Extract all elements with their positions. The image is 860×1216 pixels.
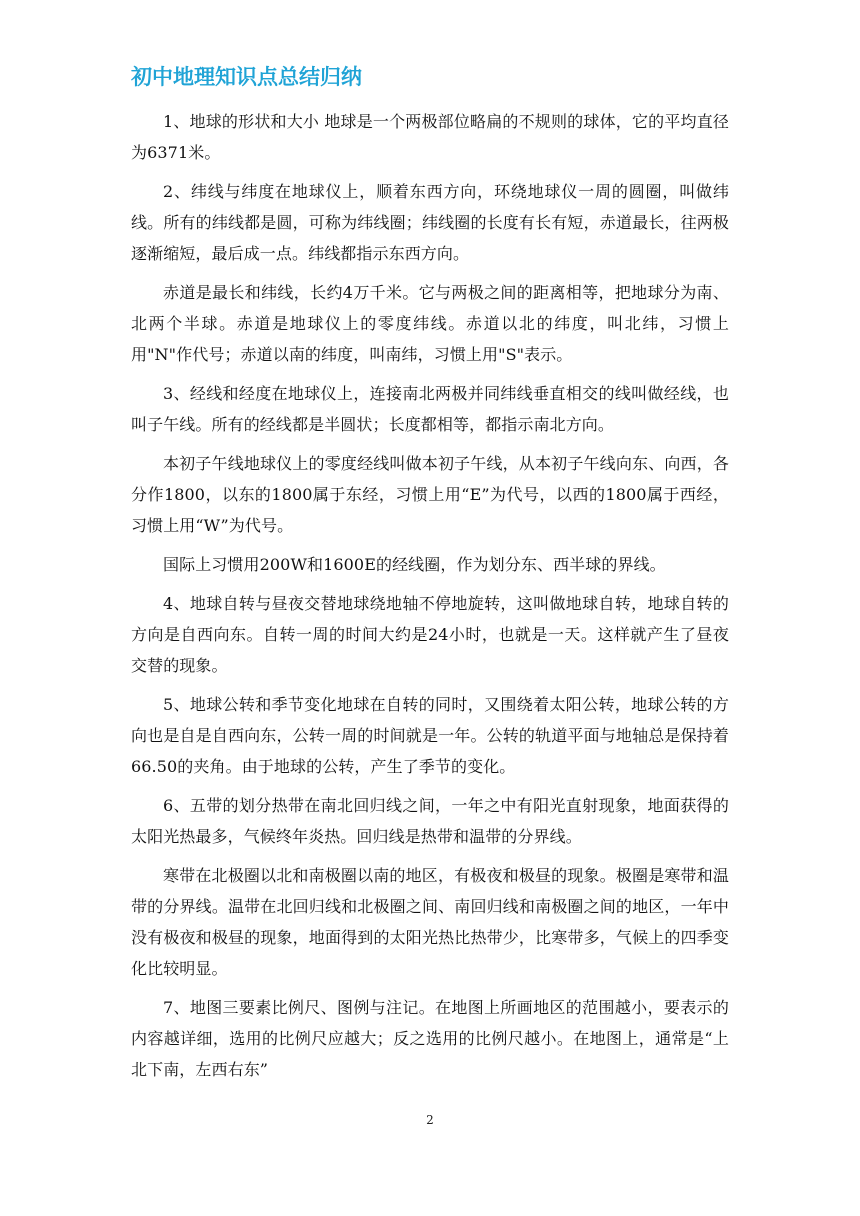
paragraph-6: 国际上习惯用200W和1600E的经线圈，作为划分东、西半球的界线。 xyxy=(163,555,666,574)
paragraph-2: 2、纬线与纬度在地球仪上，顺着东西方向，环绕地球仪一周的圆圈，叫做纬线。所有的纬线都是圆，可称为纬线圈；纬线圈的长度有长有短，赤道最长，往两极逐渐缩短，最后成一点。纬线都指示东西方向。 xyxy=(131,182,729,263)
paragraph-1: 1、地球的形状和大小 地球是一个两极部位略扁的不规则的球体，它的平均直径为6371米。 xyxy=(131,112,729,162)
paragraph-9: 6、五带的划分热带在南北回归线之间，一年之中有阳光直射现象，地面获得的太阳光热最多，气候终年炎热。回归线是热带和温带的分界线。 xyxy=(131,796,729,846)
paragraph-5: 本初子午线地球仪上的零度经线叫做本初子午线，从本初子午线向东、向西，各分作1800，以东的1800属于东经，习惯上用“E”为代号，以西的1800属于西经，习惯上用“W”为代号。 xyxy=(131,454,729,535)
paragraph-11: 7、地图三要素比例尺、图例与注记。在地图上所画地区的范围越小，要表示的内容越详细，选用的比例尺应越大；反之选用的比例尺越小。在地图上，通常是“上北下南，左西右东” xyxy=(131,998,729,1079)
page-number: 2 xyxy=(426,1113,434,1127)
paragraph-3: 赤道是最长和纬线，长约4万千米。它与两极之间的距离相等，把地球分为南、北两个半球。赤道是地球仪上的零度纬线。赤道以北的纬度，叫北纬，习惯上用"N"作代号；赤道以南的纬度，叫南纬，习惯上用"S"表示。 xyxy=(131,283,729,364)
paragraph-7: 4、地球自转与昼夜交替地球绕地轴不停地旋转，这叫做地球自转，地球自转的方向是自西向东。自转一周的时间大约是24小时，也就是一天。这样就产生了昼夜交替的现象。 xyxy=(131,594,729,675)
document-title: 初中地理知识点总结归纳 xyxy=(131,65,362,89)
paragraph-8: 5、地球公转和季节变化地球在自转的同时，又围绕着太阳公转，地球公转的方向也是自是自西向东，公转一周的时间就是一年。公转的轨道平面与地轴总是保持着66.50的夹角。由于地球的公转，产生了季节的变化。 xyxy=(131,695,729,776)
document-body xyxy=(131,106,729,1093)
paragraph-10: 寒带在北极圈以北和南极圈以南的地区，有极夜和极昼的现象。极圈是寒带和温带的分界线。温带在北回归线和北极圈之间、南回归线和南极圈之间的地区，一年中没有极夜和极昼的现象，地面得到的太阳光热比热带少，比寒带多，气候上的四季变化比较明显。 xyxy=(131,866,729,978)
paragraph-4: 3、经线和经度在地球仪上，连接南北两极并同纬线垂直相交的线叫做经线，也叫子午线。所有的经线都是半圆状；长度都相等，都指示南北方向。 xyxy=(131,384,729,434)
